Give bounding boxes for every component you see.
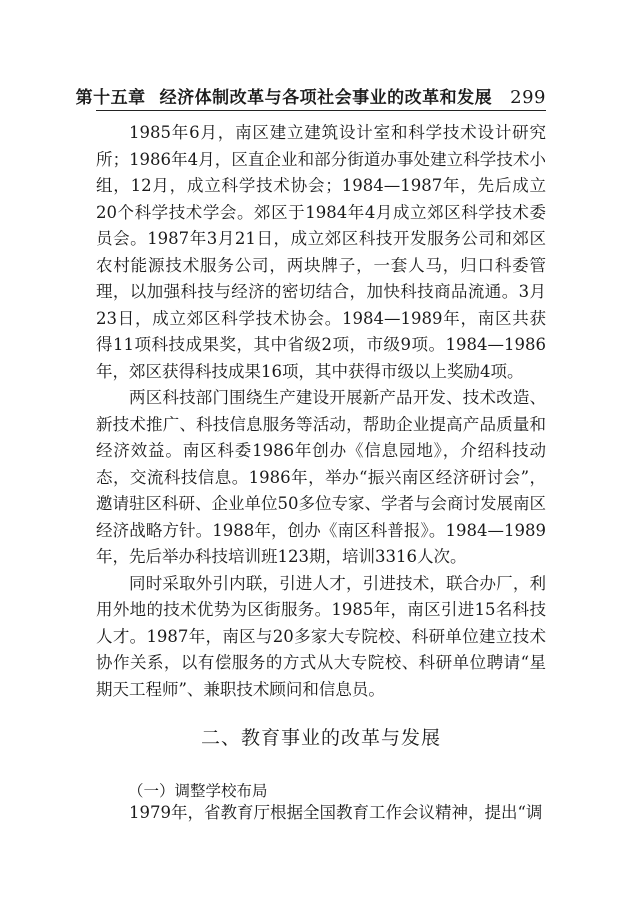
subsection-title: （一）调整学校布局 [128, 782, 268, 800]
header-rule [96, 110, 546, 111]
body-text [96, 120, 546, 703]
chapter-title: 经济体制改革与各项社会事业的改革和发展 [159, 88, 493, 108]
paragraph: 两区科技部门围绕生产建设开展新产品开发、技术改造、新技术推广、科技信息服务等活动，帮助企业提高产品质量和经济效益。南区科委1986年创办《信息园地》，介绍科技动态，交流科技信息。1986年，举办“振兴南区经济研讨会”，邀请驻区科研、企业单位50多位专家、学者与会商讨发展南区经济战略方针。1988年，创办《南区科普报》。1984—1989年，先后举办科技培训班123期，培训3316人次。 [96, 388, 546, 566]
paragraph: 1979年，省教育厅根据全国教育工作会议精神，提出“调 [129, 803, 543, 822]
section-title: 二、教育事业的改革与发展 [200, 727, 441, 749]
page-number: 299 [510, 87, 546, 108]
chapter-label: 第十五章 [75, 88, 146, 108]
paragraph: 同时采取外引内联，引进人才，引进技术，联合办厂，利用外地的技术优势为区街服务。1985年，南区引进15名科技人才。1987年，南区与20多家大专院校、科研单位建立技术协作关系，以有偿服务的方式从大专院校、科研单位聘请“星期天工程师”、兼职技术顾问和信息员。 [96, 573, 546, 699]
running-header [75, 82, 546, 108]
paragraph: 1985年6月，南区建立建筑设计室和科学技术设计研究所；1986年4月，区直企业和部分街道办事处建立科学技术小组，12月，成立科学技术协会；1984—1987年，先后成立20个科学技术学会。郊区于1984年4月成立郊区科学技术委员会。1987年3月21日，成立郊区科技开发服务公司和郊区农村能源技术服务公司，两块牌子，一套人马，归口科委管理，以加强科技与经济的密切结合，加快科技商品流通。3月23日，成立郊区科学技术协会。1984—1989年，南区共获得11项科技成果奖，其中省级2项，市级9项。1984—1986年，郊区获得科技成果16项，其中获得市级以上奖励4项。 [96, 123, 546, 381]
